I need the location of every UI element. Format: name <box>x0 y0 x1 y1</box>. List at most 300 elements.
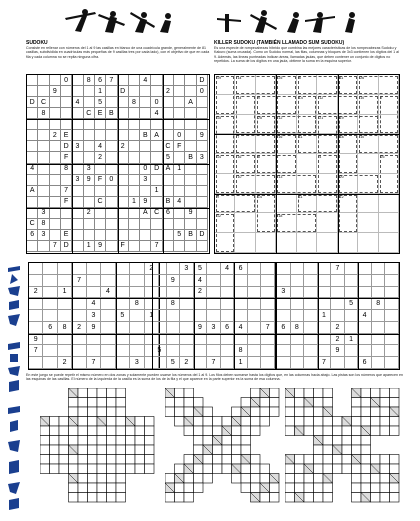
sudoku-cell[interactable]: 7 <box>50 241 61 252</box>
sudoku-cell[interactable]: A <box>185 97 196 108</box>
mini-sudoku-cell[interactable] <box>43 310 57 322</box>
mini-sudoku-cell[interactable] <box>248 357 262 369</box>
kakuro-cell[interactable] <box>175 398 185 408</box>
mini-sudoku-cell[interactable] <box>153 322 167 334</box>
sudoku-cell[interactable] <box>27 175 38 186</box>
mini-sudoku-cell[interactable]: 7 <box>331 263 345 275</box>
sudoku-cell[interactable] <box>174 152 185 163</box>
kakuro-cell[interactable] <box>203 426 213 436</box>
sudoku-cell[interactable]: 4 <box>95 141 106 152</box>
kakuro-cell[interactable] <box>107 407 117 417</box>
kakuro-cell[interactable] <box>194 426 204 436</box>
kakuro-cell[interactable] <box>342 445 352 455</box>
mini-sudoku-cell[interactable] <box>248 298 262 310</box>
mini-sudoku-cell[interactable] <box>101 322 115 334</box>
kakuro-cell[interactable] <box>352 483 362 493</box>
mini-sudoku-cell[interactable] <box>372 263 386 275</box>
mini-sudoku-cell[interactable] <box>130 310 144 322</box>
sudoku-cell[interactable]: C <box>38 97 49 108</box>
sudoku-cell[interactable]: D <box>61 141 72 152</box>
mini-sudoku-cell[interactable] <box>318 345 332 357</box>
mini-sudoku-cell[interactable] <box>194 345 208 357</box>
sudoku-cell[interactable] <box>50 164 61 175</box>
sudoku-cell[interactable]: F <box>61 152 72 163</box>
sudoku-cell[interactable] <box>118 219 129 230</box>
sudoku-cell[interactable] <box>27 152 38 163</box>
sudoku-cell[interactable] <box>50 141 61 152</box>
mini-sudoku-cell[interactable]: 8 <box>372 298 386 310</box>
killer-cell[interactable] <box>379 194 399 214</box>
kakuro-cell[interactable] <box>107 417 117 427</box>
kakuro-cell[interactable] <box>184 455 194 465</box>
sudoku-cell[interactable]: 3 <box>72 175 83 186</box>
sudoku-cell[interactable] <box>163 119 174 130</box>
mini-sudoku-cell[interactable] <box>277 310 291 322</box>
kakuro-cell[interactable] <box>88 388 98 398</box>
kakuro-cell[interactable] <box>260 464 270 474</box>
mini-sudoku-cell[interactable] <box>291 310 305 322</box>
kakuro-cell[interactable] <box>241 436 251 446</box>
sudoku-cell[interactable] <box>185 164 196 175</box>
kakuro-cell[interactable] <box>97 483 107 493</box>
mini-sudoku-cell[interactable] <box>180 334 194 346</box>
mini-sudoku-cell[interactable] <box>72 298 86 310</box>
sudoku-cell[interactable] <box>185 119 196 130</box>
sudoku-cell[interactable] <box>174 219 185 230</box>
mini-sudoku-cell[interactable] <box>318 287 332 299</box>
kakuro-cell[interactable] <box>260 493 270 503</box>
kakuro-cell[interactable] <box>126 464 136 474</box>
mini-sudoku-cell[interactable]: 1 <box>318 310 332 322</box>
sudoku-cell[interactable] <box>129 208 140 219</box>
mini-sudoku-cell[interactable] <box>101 357 115 369</box>
sudoku-cell[interactable] <box>72 75 83 86</box>
sudoku-cell[interactable] <box>129 108 140 119</box>
kakuro-cell[interactable] <box>116 474 126 484</box>
mini-sudoku-cell[interactable]: 9 <box>194 322 208 334</box>
kakuro-cell[interactable] <box>203 417 213 427</box>
kakuro-cell[interactable] <box>107 436 117 446</box>
kakuro-cell[interactable] <box>107 445 117 455</box>
mini-sudoku-cell[interactable] <box>291 287 305 299</box>
kakuro-cell[interactable] <box>352 493 362 503</box>
mini-sudoku-cell[interactable] <box>130 334 144 346</box>
mini-sudoku-cell[interactable] <box>167 310 181 322</box>
sudoku-cell[interactable] <box>185 141 196 152</box>
sudoku-cell[interactable]: 1 <box>129 197 140 208</box>
sudoku-cell[interactable] <box>38 197 49 208</box>
kakuro-cell[interactable] <box>59 426 69 436</box>
sudoku-cell[interactable] <box>197 97 208 108</box>
kakuro-cell[interactable] <box>88 474 98 484</box>
mini-sudoku-cell[interactable] <box>167 322 181 334</box>
kakuro-cell[interactable] <box>175 388 185 398</box>
mini-sudoku-cell[interactable] <box>29 357 43 369</box>
mini-sudoku-cell[interactable] <box>180 298 194 310</box>
sudoku-cell[interactable] <box>38 175 49 186</box>
kakuro-cell[interactable] <box>184 474 194 484</box>
mini-sudoku-cell[interactable] <box>167 345 181 357</box>
kakuro-cell[interactable] <box>194 445 204 455</box>
sudoku-cell[interactable] <box>140 119 151 130</box>
kakuro-cell[interactable] <box>184 493 194 503</box>
sudoku-cell[interactable]: 3 <box>84 164 95 175</box>
sudoku-cell[interactable] <box>129 141 140 152</box>
kakuro-cell[interactable] <box>222 436 232 446</box>
sudoku-cell[interactable] <box>72 208 83 219</box>
mini-sudoku-cell[interactable] <box>331 275 345 287</box>
kakuro-cell[interactable] <box>285 483 295 493</box>
mini-sudoku-cell[interactable] <box>130 287 144 299</box>
mini-sudoku-cell[interactable] <box>318 263 332 275</box>
sudoku-cell[interactable] <box>27 119 38 130</box>
sudoku-cell[interactable] <box>61 97 72 108</box>
mini-sudoku-cell[interactable] <box>153 310 167 322</box>
mini-sudoku-cell[interactable]: 4 <box>234 322 248 334</box>
sudoku-cell[interactable] <box>174 208 185 219</box>
mini-sudoku-cell[interactable] <box>331 357 345 369</box>
mini-sudoku-cell[interactable]: 5 <box>345 298 359 310</box>
mini-sudoku-cell[interactable] <box>261 357 275 369</box>
kakuro-cell[interactable] <box>352 445 362 455</box>
killer-cell[interactable] <box>379 233 399 253</box>
kakuro-cell[interactable] <box>232 474 242 484</box>
sudoku-cell[interactable] <box>84 186 95 197</box>
mini-sudoku-cell[interactable] <box>261 275 275 287</box>
kakuro-cell[interactable] <box>270 483 280 493</box>
sudoku-cell[interactable]: 1 <box>151 186 162 197</box>
sudoku-cell[interactable]: D <box>197 230 208 241</box>
kakuro-cell[interactable] <box>116 407 126 417</box>
mini-sudoku-cell[interactable]: 2 <box>180 357 194 369</box>
sudoku-cell[interactable] <box>27 141 38 152</box>
sudoku-cell[interactable] <box>163 186 174 197</box>
kakuro-cell[interactable] <box>40 464 50 474</box>
mini-sudoku-cell[interactable] <box>43 345 57 357</box>
mini-sudoku-cell[interactable] <box>153 263 167 275</box>
mini-sudoku-cell[interactable] <box>261 298 275 310</box>
mini-sudoku-cell[interactable] <box>153 275 167 287</box>
mini-sudoku-cell[interactable]: 3 <box>207 322 221 334</box>
mini-sudoku-cell[interactable] <box>221 298 235 310</box>
mini-sudoku-cell[interactable] <box>372 334 386 346</box>
sudoku-cell[interactable] <box>38 119 49 130</box>
kakuro-cell[interactable] <box>251 483 261 493</box>
mini-sudoku-cell[interactable]: 9 <box>87 322 101 334</box>
sudoku-cell[interactable]: 9 <box>140 197 151 208</box>
kakuro-cell[interactable] <box>213 417 223 427</box>
sudoku-cell[interactable]: 8 <box>129 97 140 108</box>
mini-sudoku-cell[interactable] <box>304 357 318 369</box>
kakuro-cell[interactable] <box>97 493 107 503</box>
sudoku-cell[interactable] <box>72 108 83 119</box>
kakuro-cell[interactable] <box>371 426 381 436</box>
mini-sudoku-cell[interactable] <box>87 345 101 357</box>
mini-sudoku-cell[interactable]: 3 <box>277 287 291 299</box>
sudoku-cell[interactable] <box>50 186 61 197</box>
kakuro-cell[interactable] <box>107 455 117 465</box>
kakuro-cell[interactable] <box>241 445 251 455</box>
mini-sudoku-cell[interactable] <box>130 345 144 357</box>
kakuro-cell[interactable] <box>97 388 107 398</box>
kakuro-cell[interactable] <box>352 426 362 436</box>
sudoku-cell[interactable] <box>95 130 106 141</box>
kakuro-cell[interactable] <box>270 398 280 408</box>
sudoku-cell[interactable] <box>106 241 117 252</box>
mini-sudoku-cell[interactable] <box>43 275 57 287</box>
kakuro-cell[interactable] <box>361 417 371 427</box>
kakuro-cell[interactable] <box>78 407 88 417</box>
sudoku-cell[interactable] <box>118 164 129 175</box>
sudoku-cell[interactable] <box>95 119 106 130</box>
kakuro-cell[interactable] <box>371 417 381 427</box>
sudoku-cell[interactable]: B <box>140 130 151 141</box>
sudoku-cell[interactable] <box>129 164 140 175</box>
kakuro-cell[interactable] <box>222 445 232 455</box>
kakuro-cell[interactable] <box>50 464 60 474</box>
killer-cell[interactable] <box>358 154 378 174</box>
kakuro-cell[interactable] <box>314 483 324 493</box>
sudoku-cell[interactable] <box>95 208 106 219</box>
kakuro-cell[interactable] <box>260 417 270 427</box>
mini-sudoku-cell[interactable]: 1 <box>145 310 159 322</box>
mini-sudoku-cell[interactable] <box>358 275 372 287</box>
kakuro-cell[interactable] <box>107 398 117 408</box>
kakuro-cell[interactable] <box>135 436 145 446</box>
sudoku-cell[interactable] <box>84 219 95 230</box>
mini-sudoku-cell[interactable]: 2 <box>331 334 345 346</box>
sudoku-cell[interactable]: A <box>27 186 38 197</box>
kakuro-cell[interactable] <box>107 474 117 484</box>
sudoku-cell[interactable] <box>197 164 208 175</box>
kakuro-cell[interactable] <box>88 436 98 446</box>
mini-sudoku-cell[interactable]: 6 <box>221 322 235 334</box>
kakuro-cell[interactable] <box>285 417 295 427</box>
mini-sudoku-cell[interactable] <box>87 287 101 299</box>
kakuro-cell[interactable] <box>390 455 400 465</box>
kakuro-cell[interactable] <box>50 426 60 436</box>
sudoku-cell[interactable]: 4 <box>174 197 185 208</box>
mini-sudoku-cell[interactable] <box>29 322 43 334</box>
mini-sudoku-cell[interactable] <box>130 322 144 334</box>
sudoku-cell[interactable] <box>129 130 140 141</box>
mini-sudoku-cell[interactable] <box>72 345 86 357</box>
mini-sudoku-cell[interactable] <box>221 287 235 299</box>
mini-sudoku-cell[interactable] <box>116 263 130 275</box>
mini-sudoku-cell[interactable] <box>277 275 291 287</box>
sudoku-cell[interactable]: F <box>61 197 72 208</box>
kakuro-cell[interactable] <box>285 493 295 503</box>
sudoku-cell[interactable] <box>38 186 49 197</box>
kakuro-cell[interactable] <box>165 474 175 484</box>
mini-sudoku-cell[interactable] <box>372 287 386 299</box>
kakuro-cell[interactable] <box>59 464 69 474</box>
kakuro-cell[interactable] <box>78 493 88 503</box>
sudoku-cell[interactable] <box>163 97 174 108</box>
mini-sudoku-cell[interactable] <box>372 357 386 369</box>
kakuro-cell[interactable] <box>270 407 280 417</box>
mini-sudoku-cell[interactable] <box>43 263 57 275</box>
sudoku-cell[interactable] <box>151 141 162 152</box>
mini-sudoku-cell[interactable] <box>180 287 194 299</box>
kakuro-cell[interactable] <box>361 398 371 408</box>
kakuro-cell[interactable] <box>135 426 145 436</box>
sudoku-cell[interactable] <box>140 230 151 241</box>
kakuro-cell[interactable] <box>69 398 79 408</box>
sudoku-cell[interactable] <box>118 130 129 141</box>
sudoku-cell[interactable] <box>151 119 162 130</box>
mini-sudoku-cell[interactable] <box>261 334 275 346</box>
mini-sudoku-cell[interactable] <box>167 263 181 275</box>
sudoku-cell[interactable] <box>72 219 83 230</box>
kakuro-cell[interactable] <box>251 474 261 484</box>
kakuro-cell[interactable] <box>260 398 270 408</box>
kakuro-cell[interactable] <box>116 445 126 455</box>
sudoku-cell[interactable] <box>174 175 185 186</box>
sudoku-cell[interactable] <box>185 175 196 186</box>
mini-sudoku-cell[interactable] <box>101 345 115 357</box>
kakuro-cell[interactable] <box>304 493 314 503</box>
kakuro-cell[interactable] <box>203 464 213 474</box>
mini-sudoku-cell[interactable] <box>101 263 115 275</box>
mini-sudoku-cell[interactable] <box>116 345 130 357</box>
kakuro-cell[interactable] <box>59 417 69 427</box>
kakuro-cell[interactable] <box>295 417 305 427</box>
mini-sudoku-cell[interactable] <box>167 287 181 299</box>
sudoku-cell[interactable] <box>197 108 208 119</box>
kakuro-cell[interactable] <box>352 417 362 427</box>
mini-sudoku-cell[interactable] <box>261 287 275 299</box>
mini-sudoku-cell[interactable] <box>358 263 372 275</box>
mini-sudoku-cell[interactable] <box>248 287 262 299</box>
kakuro-cell[interactable] <box>361 474 371 484</box>
mini-sudoku-cell[interactable]: 8 <box>167 298 181 310</box>
killer-cell[interactable] <box>379 213 399 233</box>
sudoku-cell[interactable]: 0 <box>197 86 208 97</box>
kakuro-cell[interactable] <box>145 455 155 465</box>
kakuro-cell[interactable] <box>352 398 362 408</box>
kakuro-cell[interactable] <box>380 474 390 484</box>
kakuro-cell[interactable] <box>59 445 69 455</box>
sudoku-cell[interactable] <box>84 230 95 241</box>
sudoku-cell[interactable] <box>61 219 72 230</box>
kakuro-cell[interactable] <box>314 474 324 484</box>
mini-sudoku-cell[interactable] <box>58 334 72 346</box>
kakuro-cell[interactable] <box>78 445 88 455</box>
mini-sudoku-cell[interactable]: 6 <box>277 322 291 334</box>
kakuro-cell[interactable] <box>107 388 117 398</box>
kakuro-cell[interactable] <box>78 436 88 446</box>
kakuro-cell[interactable] <box>352 464 362 474</box>
sudoku-cell[interactable] <box>151 230 162 241</box>
mini-sudoku-cell[interactable] <box>261 263 275 275</box>
kakuro-cell[interactable] <box>135 445 145 455</box>
mini-sudoku-cell[interactable] <box>180 345 194 357</box>
sudoku-cell[interactable] <box>174 75 185 86</box>
sudoku-cell[interactable]: F <box>118 241 129 252</box>
kakuro-cell[interactable] <box>352 407 362 417</box>
kakuro-cell[interactable] <box>194 398 204 408</box>
kakuro-cell[interactable] <box>295 407 305 417</box>
mini-sudoku-cell[interactable] <box>43 298 57 310</box>
mini-sudoku-cell[interactable] <box>318 298 332 310</box>
sudoku-cell[interactable] <box>84 130 95 141</box>
kakuro-cell[interactable] <box>40 426 50 436</box>
kakuro-cell[interactable] <box>145 464 155 474</box>
sudoku-cell[interactable] <box>163 241 174 252</box>
kakuro-cell[interactable] <box>222 417 232 427</box>
kakuro-cell[interactable] <box>232 455 242 465</box>
mini-sudoku-cell[interactable] <box>116 298 130 310</box>
kakuro-cell[interactable] <box>371 407 381 417</box>
kakuro-cell[interactable] <box>40 445 50 455</box>
sudoku-cell[interactable]: 4 <box>72 97 83 108</box>
mini-sudoku-cell[interactable] <box>116 334 130 346</box>
kakuro-cell[interactable] <box>314 464 324 474</box>
kakuro-cell[interactable] <box>241 483 251 493</box>
killer-cell[interactable] <box>358 233 378 253</box>
sudoku-cell[interactable] <box>50 97 61 108</box>
sudoku-cell[interactable]: 2 <box>163 86 174 97</box>
sudoku-cell[interactable]: 3 <box>38 230 49 241</box>
mini-sudoku-cell[interactable]: 6 <box>358 357 372 369</box>
mini-sudoku-cell[interactable] <box>101 310 115 322</box>
sudoku-cell[interactable] <box>50 197 61 208</box>
mini-sudoku-cell[interactable]: 6 <box>43 322 57 334</box>
kakuro-cell[interactable] <box>116 455 126 465</box>
kakuro-cell[interactable] <box>295 388 305 398</box>
sudoku-cell[interactable]: E <box>61 230 72 241</box>
kakuro-cell[interactable] <box>232 407 242 417</box>
mini-sudoku-cell[interactable] <box>304 345 318 357</box>
mini-sudoku-cell[interactable]: 8 <box>58 322 72 334</box>
sudoku-cell[interactable]: 0 <box>140 164 151 175</box>
mini-sudoku-cell[interactable] <box>221 334 235 346</box>
kakuro-cell[interactable] <box>97 445 107 455</box>
kakuro-cell[interactable] <box>184 407 194 417</box>
mini-sudoku-cell[interactable]: 7 <box>261 322 275 334</box>
kakuro-cell[interactable] <box>69 407 79 417</box>
kakuro-cell[interactable] <box>97 464 107 474</box>
kakuro-cell[interactable] <box>194 417 204 427</box>
kakuro-cell[interactable] <box>371 483 381 493</box>
kakuro-cell[interactable] <box>203 474 213 484</box>
kakuro-cell[interactable] <box>40 436 50 446</box>
sudoku-cell[interactable]: E <box>95 108 106 119</box>
sudoku-cell[interactable] <box>38 141 49 152</box>
sudoku-cell[interactable] <box>151 75 162 86</box>
mini-sudoku-cell[interactable] <box>291 263 305 275</box>
sudoku-cell[interactable] <box>84 86 95 97</box>
killer-cell[interactable] <box>358 194 378 214</box>
mini-sudoku-cell[interactable] <box>194 334 208 346</box>
sudoku-cell[interactable] <box>185 219 196 230</box>
sudoku-cell[interactable]: C <box>151 208 162 219</box>
mini-sudoku-cell[interactable] <box>385 298 399 310</box>
kakuro-cell[interactable] <box>323 436 333 446</box>
sudoku-cell[interactable] <box>106 152 117 163</box>
mini-sudoku-cell[interactable]: 7 <box>207 357 221 369</box>
sudoku-cell[interactable]: C <box>95 197 106 208</box>
mini-sudoku-cell[interactable]: 2 <box>58 357 72 369</box>
sudoku-cell[interactable] <box>61 108 72 119</box>
kakuro-cell[interactable] <box>116 426 126 436</box>
kakuro-cell[interactable] <box>270 388 280 398</box>
sudoku-cell[interactable] <box>50 208 61 219</box>
sudoku-cell[interactable] <box>129 230 140 241</box>
sudoku-cell[interactable] <box>50 119 61 130</box>
kakuro-cell[interactable] <box>314 398 324 408</box>
